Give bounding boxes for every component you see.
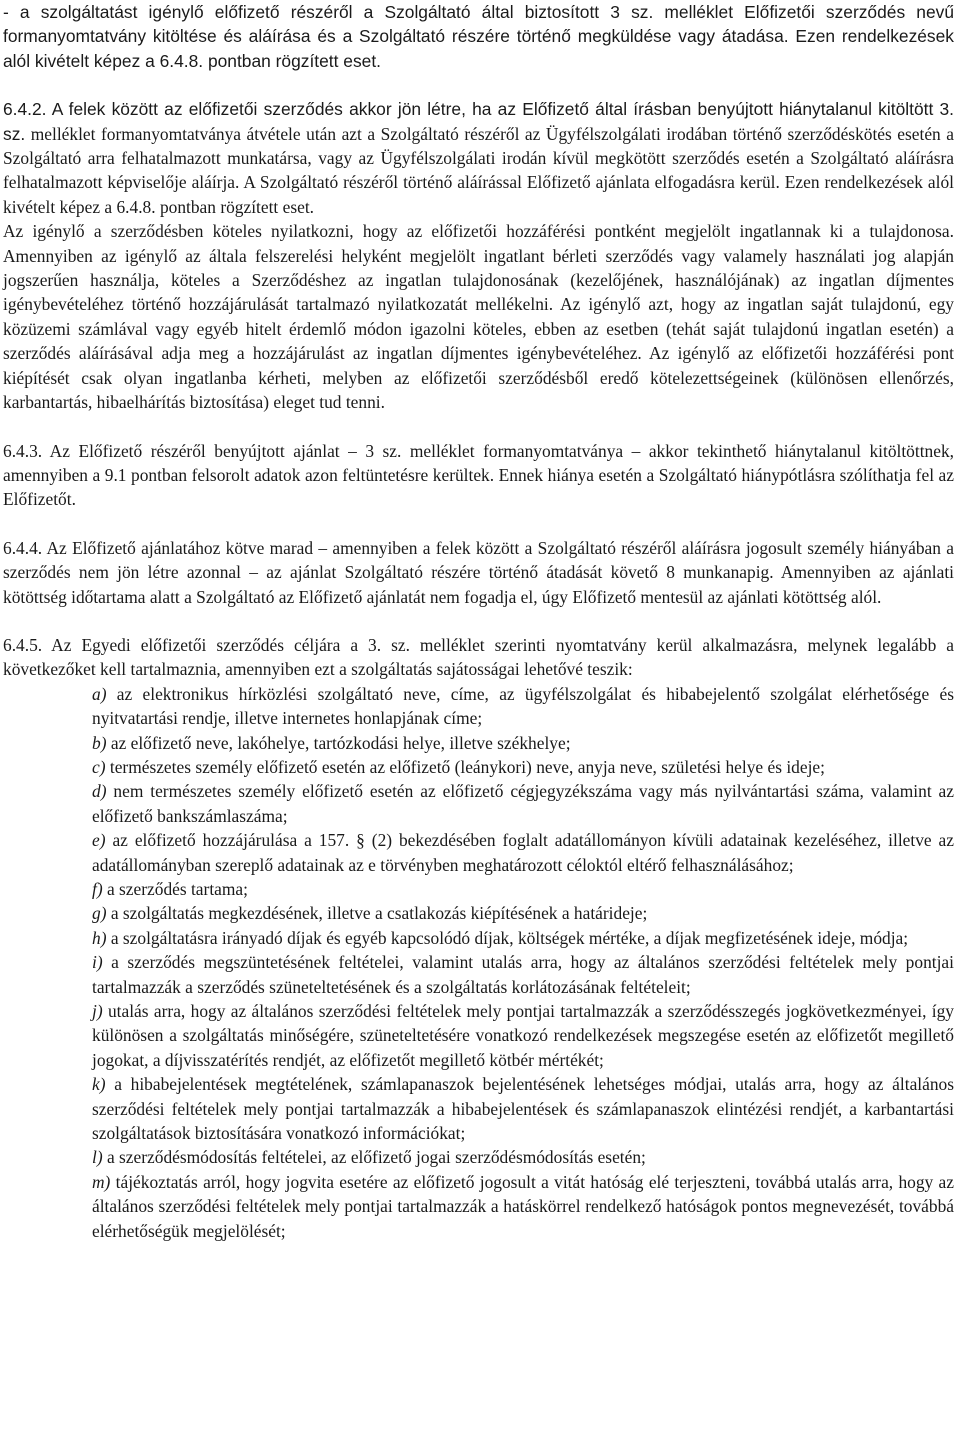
list-marker: c) [92,756,106,777]
paragraph-gap [3,512,954,536]
list-item [92,877,954,901]
list-marker: h) [92,927,107,948]
list-item [92,950,954,999]
list-item [92,755,954,779]
list-item-text: tájékoztatás arról, hogy jogvita esetére az előfizető jogosult a vitát hatóság elé terjeszteni, továbbá utalás arra, hogy az általános szerződési feltételek mely pontjai tartalmazzák a hatáskörrel rendelkező hatóságok pontos megnevezését, továbbá elérhetőségük megjelölését; [92,1171,954,1241]
paragraph-gap [3,73,954,97]
section-6-4-2 [3,97,954,219]
list-item-text: az előfizető neve, lakóhelye, tartózkodási helye, illetve székhelye; [106,732,571,753]
list-item [92,926,954,950]
list-item-text: a szolgáltatás megkezdésének, illetve a csatlakozás kiépítésének a határideje; [106,903,648,924]
list-marker: l) [92,1147,103,1168]
list-item [92,1170,954,1243]
section-6-4-5: 6.4.5. Az Egyedi előfizetői szerződés céljára a 3. sz. melléklet szerinti nyomtatvány kerül alkalmazásra, melynek legalább a következőket kell tartalmaznia, amennyiben ezt a szolgáltatás sajátosságai lehetővé teszik: [3,634,954,680]
section-6-4-2-heading-text: 6.4.2. A felek között az előfizetői szerződés akkor jön létre, ha az Előfizető által írásban benyújtott hiánytalanul kitöltött 3. sz. [3,99,954,144]
list-marker: a) [92,683,107,704]
section-6-4-3: 6.4.3. Az Előfizető részéről benyújtott ajánlat – 3 sz. melléklet formanyomtatványa – akkor tekinthető hiánytalanul kitöltöttnek, amennyiben a 9.1 pontban felsorolt adatok azon feltüntetésre kerültek. Ennek hiánya esetén a Szolgáltató hiánypótlásra szólíthatja fel az Előfizetőt. [3,440,954,510]
intro-reference: 6.4.8. pontban rögzített eset. [159,50,382,71]
list-marker: d) [92,781,107,802]
list-marker: f) [92,879,103,899]
paragraph-gap [3,415,954,439]
list-marker: j) [92,1001,103,1022]
list-marker: g) [92,903,107,924]
list-marker: m) [92,1171,111,1192]
list-item-text: természetes személy előfizető esetén az előfizető (leánykori) neve, anyja neve, születési helye és ideje; [105,756,825,777]
contract-contents-list [92,682,954,1243]
list-item-text: az elektronikus hírközlési szolgáltató neve, címe, az ügyfélszolgálat és hibabejelentő szolgálat elérhetősége és nyitvatartási rendje, illetve internetes honlapjának címe; [92,683,954,729]
list-item [92,901,954,925]
intro-paragraph [3,0,954,73]
list-item [92,1145,954,1169]
list-item [92,731,954,755]
owner-declaration-paragraph: Az igénylő a szerződésben köteles nyilatkozni, hogy az előfizetői hozzáférési pontként megjelölt ingatlannak ki a tulajdonosa. Amennyiben az igénylő az általa felszerelési helyként megjelölt ingatlant bérleti szerződés vagy valamely használati jog alapján jogszerűen használja, köteles a Szerződéshez az ingatlan tulajdonosának (kezelőjének, használójának) az ingatlan díjmentes igénybevételéhez történő hozzájárulását tartalmazó nyilatkozatát mellékelni. Az igénylő azt, hogy az ingatlan saját tulajdonú, egy közüzemi számlával vagy egyéb hitelt érdemlő módon igazolni köteles, ebben az esetben (tehát saját tulajdonú ingatlan esetén) a szerződés aláírásával adja meg a hozzájárulást az ingatlan díjmentes igénybevételéhez. Az igénylő az előfizetői hozzáférési pont kiépítését csak olyan ingatlanba kérheti, melyben az előfizetői szerződésből eredő kötelezettségeinek (különösen ellenőrzés, karbantartás, hibaelhárítás biztosítása) eleget tud tenni. [3,221,954,413]
list-marker: k) [92,1074,106,1095]
list-item-text: az előfizető hozzájárulása a 157. § (2) bekezdésében foglalt adatállományon kívüli adatainak kezeléséhez, illetve az adatállományban szereplő adatainak az e törvényben meghatározott céloktól eltérő felhasználásához; [92,830,954,875]
list-item-text: a szerződésmódosítás feltételei, az előfizető jogai szerződésmódosítás esetén; [102,1147,646,1168]
list-item-text: a szerződés tartama; [102,879,248,899]
list-item [92,999,954,1072]
list-item-text: nem természetes személy előfizető esetén az előfizető cégjegyzékszáma vagy más nyilvántartási száma, valamint az előfizető bankszámlaszáma; [92,781,954,826]
list-item [92,682,954,731]
section-6-4-4: 6.4.4. Az Előfizető ajánlatához kötve marad – amennyiben a felek között a Szolgáltató részéről aláírásra jogosult személy hiányában a szerződés nem jön létre azonnal – az ajánlat Szolgáltató részére történő átadását követő 8 munkanapig. Amennyiben az ajánlati kötöttség időtartama alatt a Szolgáltató az Előfizető ajánlatát nem fogadja el, úgy Előfizető mentesül az ajánlati kötöttség alól. [3,537,954,607]
list-marker: e) [92,830,106,851]
list-item [92,779,954,828]
paragraph-gap [3,609,954,633]
list-marker: b) [92,732,107,753]
list-item-text: a szolgáltatásra irányadó díjak és egyéb kapcsolódó díjak, költségek mértéke, a díjak megfizetésének ideje, módja; [106,927,909,948]
list-item [92,828,954,877]
list-item-text: utalás arra, hogy az általános szerződési feltételek mely pontjai tartalmazzák a szerződésszegés jogkövetkezményei, így különösen a szolgáltatás minőségére, szüneteltetésére vonatkozó rendelkezések megszegése esetén az előfizetőt megillető jogokat, a díjvisszatérítés rendjét, az előfizetőt megillető kötbér mértékét; [92,1001,954,1070]
list-item [92,1072,954,1145]
list-item-text: a szerződés megszüntetésének feltételei, valamint utalás arra, hogy az általános szerződési feltételek mely pontjai tartalmazzák a szerződés szüneteltetésének és a szolgáltatás korlátozásának feltételeit; [92,952,954,997]
list-marker: i) [92,952,103,973]
section-6-4-2-body: melléklet formanyomtatványa átvétele után azt a Szolgáltató részéről az Ügyfélszolgálati irodában történő szerződéskötés esetén a Szolgáltató arra felhatalmazott munkatársa, vagy az Ügyfélszolgálati irodán kívül megkötött szerződés esetén a Szolgáltató aláírásra felhatalmazott képviselője aláírja. A Szolgáltató részéről történő aláírással Előfizető ajánlata elfogadásra kerül. Ezen rendelkezések alól kivételt képez a 6.4.8. pontban rögzített eset. [3,123,954,217]
intro-text: - a szolgáltatást igénylő előfizető részéről a Szolgáltató által biztosított 3 sz. melléklet Előfizetői szerződés nevű formanyomtatvány kitöltése és aláírása és a Szolgáltató részére történő megküldése vagy átadása. Ezen rendelkezések alól kivételt képez a [3,2,954,71]
list-item-text: a hibabejelentések megtételének, számlapanaszok bejelentésének lehetséges módjai, utalás arra, hogy az általános szerződési feltételek mely pontjai tartalmazzák a hibabejelentések és számlapanaszok elintézési rendjét, a karbantartási szolgáltatások biztosítására vonatkozó információkat; [92,1074,954,1144]
